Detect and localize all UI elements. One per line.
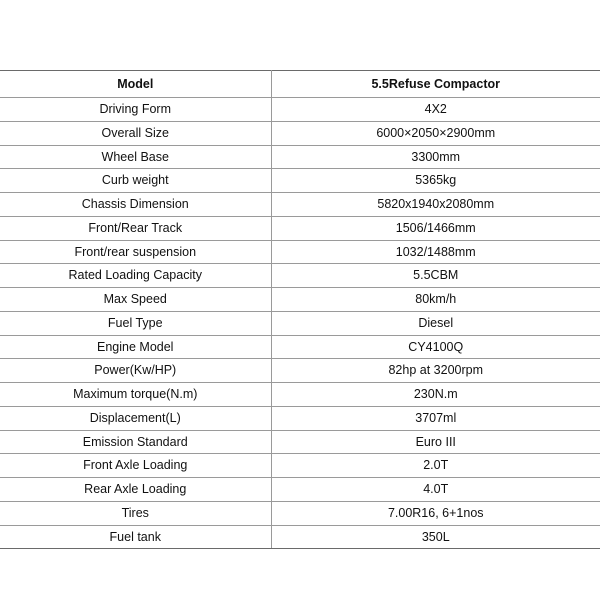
spec-value: 80km/h bbox=[271, 288, 600, 312]
table-row bbox=[0, 406, 600, 430]
table-row bbox=[0, 454, 600, 478]
table-row bbox=[0, 501, 600, 525]
spec-label: Front/Rear Track bbox=[0, 216, 271, 240]
spec-label: Curb weight bbox=[0, 169, 271, 193]
table-row bbox=[0, 193, 600, 217]
table-row bbox=[0, 145, 600, 169]
table-row bbox=[0, 288, 600, 312]
table-row bbox=[0, 264, 600, 288]
spec-value: 1506/1466mm bbox=[271, 216, 600, 240]
spec-value: 5820x1940x2080mm bbox=[271, 193, 600, 217]
spec-value: CY4100Q bbox=[271, 335, 600, 359]
spec-label: Rear Axle Loading bbox=[0, 478, 271, 502]
spec-value: 2.0T bbox=[271, 454, 600, 478]
table-row bbox=[0, 121, 600, 145]
header-row bbox=[0, 71, 600, 98]
spec-label: Fuel Type bbox=[0, 311, 271, 335]
spec-label: Fuel tank bbox=[0, 525, 271, 549]
spec-value: 5.5CBM bbox=[271, 264, 600, 288]
table-row bbox=[0, 311, 600, 335]
spec-table-body bbox=[0, 98, 600, 549]
spec-label: Power(Kw/HP) bbox=[0, 359, 271, 383]
table-row bbox=[0, 525, 600, 549]
spec-value: 350L bbox=[271, 525, 600, 549]
spec-value: 7.00R16, 6+1nos bbox=[271, 501, 600, 525]
spec-value: 3300mm bbox=[271, 145, 600, 169]
spec-label: Max Speed bbox=[0, 288, 271, 312]
table-row bbox=[0, 98, 600, 122]
spec-value: 1032/1488mm bbox=[271, 240, 600, 264]
spec-value: Euro III bbox=[271, 430, 600, 454]
spec-label: Chassis Dimension bbox=[0, 193, 271, 217]
spec-table-head bbox=[0, 71, 600, 98]
spec-table bbox=[0, 70, 600, 549]
header-vehicle-name: 5.5Refuse Compactor bbox=[271, 71, 600, 98]
table-row bbox=[0, 169, 600, 193]
spec-label: Overall Size bbox=[0, 121, 271, 145]
table-row bbox=[0, 430, 600, 454]
spec-label: Front Axle Loading bbox=[0, 454, 271, 478]
spec-label: Rated Loading Capacity bbox=[0, 264, 271, 288]
spec-label: Driving Form bbox=[0, 98, 271, 122]
spec-label: Tires bbox=[0, 501, 271, 525]
spec-value: 3707ml bbox=[271, 406, 600, 430]
spec-label: Front/rear suspension bbox=[0, 240, 271, 264]
spec-value: 4.0T bbox=[271, 478, 600, 502]
table-row bbox=[0, 359, 600, 383]
spec-value: 230N.m bbox=[271, 383, 600, 407]
header-model: Model bbox=[0, 71, 271, 98]
spec-value: 4X2 bbox=[271, 98, 600, 122]
table-row bbox=[0, 216, 600, 240]
spec-label: Emission Standard bbox=[0, 430, 271, 454]
table-row bbox=[0, 383, 600, 407]
table-row bbox=[0, 478, 600, 502]
spec-value: 82hp at 3200rpm bbox=[271, 359, 600, 383]
spec-label: Engine Model bbox=[0, 335, 271, 359]
spec-value: 6000×2050×2900mm bbox=[271, 121, 600, 145]
spec-label: Maximum torque(N.m) bbox=[0, 383, 271, 407]
spec-label: Wheel Base bbox=[0, 145, 271, 169]
spec-value: 5365kg bbox=[271, 169, 600, 193]
spec-label: Displacement(L) bbox=[0, 406, 271, 430]
table-row bbox=[0, 335, 600, 359]
spec-value: Diesel bbox=[271, 311, 600, 335]
table-row bbox=[0, 240, 600, 264]
